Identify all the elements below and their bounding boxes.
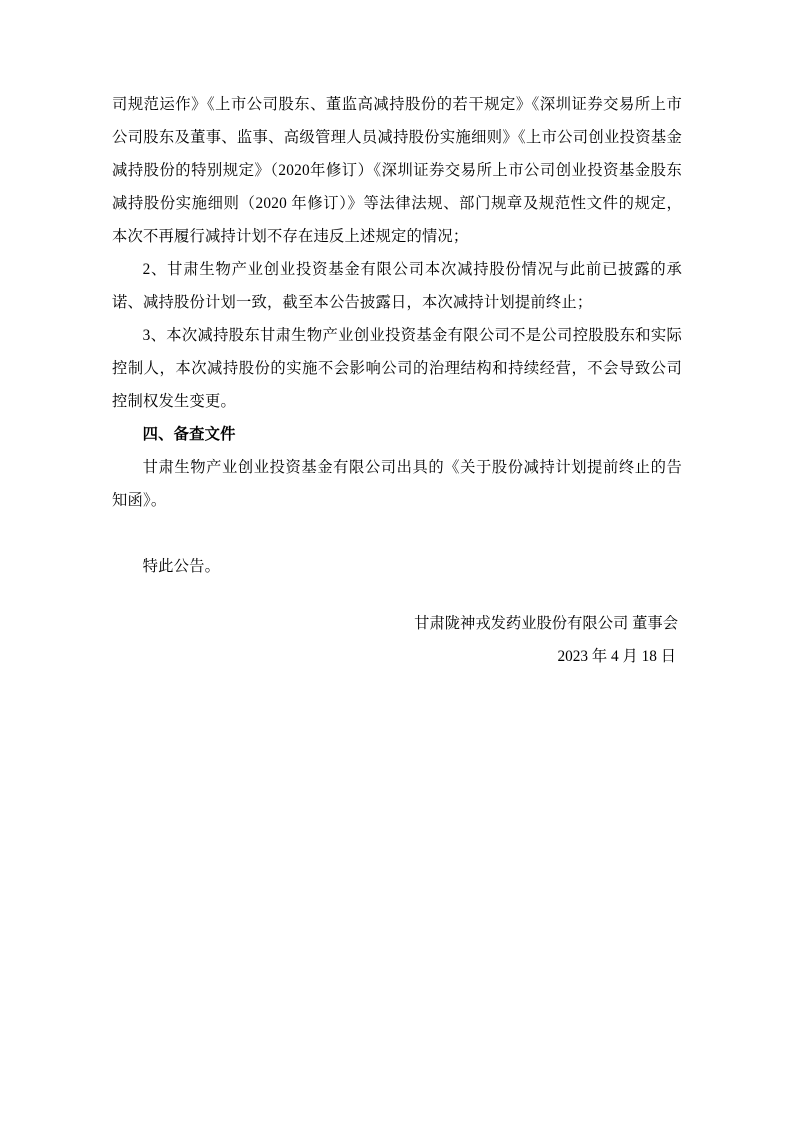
paragraph-spacer [112,517,682,550]
paragraph-item-2: 2、甘肃生物产业创业投资基金有限公司本次减持股份情况与此前已披露的承诺、减持股份计划一致，截至本公告披露日，本次减持计划提前终止； [112,261,682,311]
section-heading-reference-documents: 四、备查文件 [142,426,236,443]
signature-company: 甘肃陇神戎发药业股份有限公司 董事会 [414,615,678,632]
signature-block [112,607,682,673]
signature-date: 2023 年 4 月 18 日 [557,648,676,665]
paragraph-item-3: 3、本次减持股东甘肃生物产业创业投资基金有限公司不是公司控股股东和实际控制人，本次减持股份的实施不会影响公司的治理结构和持续经营，不会导致公司控制权发生变更。 [112,327,682,410]
paragraph-reference-documents: 甘肃生物产业创业投资基金有限公司出具的《关于股份减持计划提前终止的告知函》。 [112,459,682,509]
paragraph-continued-regulations: 司规范运作》《上市公司股东、董监高减持股份的若干规定》《深圳证券交易所上市公司股东及董事、监事、高级管理人员减持股份实施细则》《上市公司创业投资基金减持股份的特别规定》（2020年修订）《深圳证券交易所上市公司创业投资基金股东减持股份实施细则（2020 年修订）》等法律法规、部门规章及规范性文件的规定，本次不再履行减持计划不存在违反上述规定的情况； [112,96,682,245]
document-body [112,88,682,673]
paragraph-closing: 特此公告。 [142,558,221,575]
